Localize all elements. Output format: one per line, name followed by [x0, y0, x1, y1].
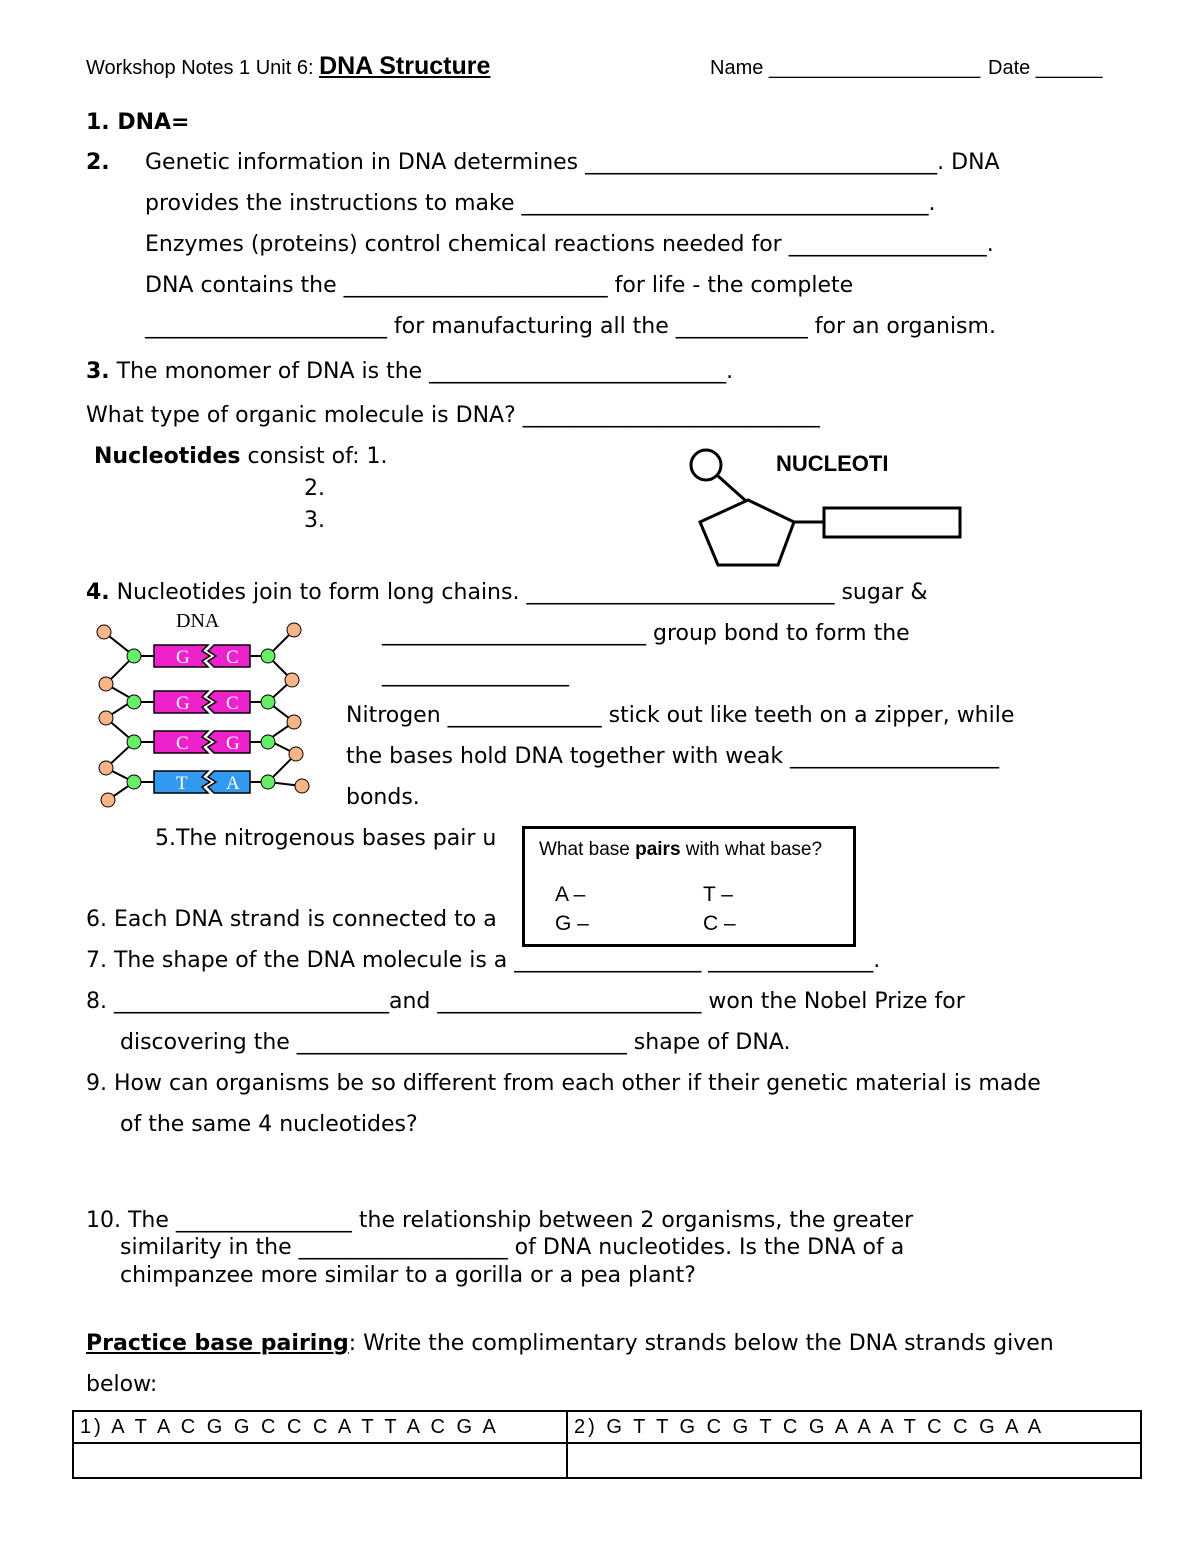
question-4	[86, 579, 928, 607]
question-1	[86, 109, 189, 137]
sugar-bead	[127, 775, 141, 789]
q10-line-2: similarity in the ___________________ of DNA nucleotides. Is the DNA of a	[120, 1235, 905, 1260]
base-letter: G	[176, 693, 190, 714]
base-letter: T	[176, 773, 188, 794]
phosphate-bead	[295, 779, 309, 793]
sugar-pentagon	[700, 500, 794, 565]
q4-line-6: bonds.	[346, 785, 420, 810]
page-title: DNA Structure	[319, 52, 491, 80]
q9-line-2: of the same 4 nucleotides?	[120, 1112, 418, 1137]
phosphate-bead	[97, 625, 111, 639]
q9-line-1: 9. How can organisms be so different from each other if their genetic material is made	[86, 1071, 1041, 1096]
phosphate-bead	[99, 761, 113, 775]
practice-heading: Practice base pairing	[86, 1331, 349, 1356]
prompt-bold: pairs	[635, 839, 681, 860]
q2-line-5: ______________________ for manufacturing all the ____________ for an organism.	[145, 314, 996, 339]
strand-2: 2) G T T G C G T C G A A A T C C G A A	[567, 1411, 1141, 1443]
base-rectangle	[824, 508, 960, 537]
table-row	[73, 1411, 1141, 1443]
base-pair-box	[522, 826, 856, 947]
sugar-bead	[261, 735, 275, 749]
practice-line-1: : Write the complimentary strands below the DNA strands given	[348, 1331, 1054, 1356]
base-pair-rung	[127, 691, 275, 714]
phosphate-bead	[285, 673, 299, 687]
q2-label: 2.	[86, 150, 110, 175]
q2-line-2: provides the instructions to make _____________________________________.	[145, 191, 936, 216]
q8-line-2: discovering the ______________________________ shape of DNA.	[120, 1030, 791, 1055]
question-6: 6. Each DNA strand is connected to a	[86, 907, 497, 932]
q2-line-3: Enzymes (proteins) control chemical reactions needed for __________________.	[145, 232, 994, 257]
q4-line-1: Nucleotides join to form long chains. ____________________________ sugar &	[109, 580, 928, 605]
sugar-bead	[261, 775, 275, 789]
base-letter: C	[226, 693, 239, 714]
sugar-bead	[127, 649, 141, 663]
phosphate-bead	[101, 793, 115, 807]
q4-label: 4.	[86, 580, 110, 605]
question-5: 5.The nitrogenous bases pair u	[155, 826, 497, 851]
pair-c[interactable]: C –	[703, 912, 736, 935]
question-2-number	[86, 149, 110, 177]
base-letter: G	[226, 733, 240, 754]
q3-line-2: What type of organic molecule is DNA? ___________________________	[86, 403, 820, 428]
phosphate-circle	[691, 450, 721, 480]
base-pair-prompt	[539, 839, 822, 861]
prompt-post: with what base?	[680, 839, 823, 860]
q10-line-1: 10. The ________________ the relationship between 2 organisms, the greater	[86, 1208, 914, 1233]
pair-t[interactable]: T –	[703, 883, 733, 906]
name-field[interactable]: Name ___________________	[710, 57, 981, 79]
question-7: 7. The shape of the DNA molecule is a _________________ _______________.	[86, 948, 881, 973]
phosphate-bead	[289, 747, 303, 761]
practice-line-2: below:	[86, 1372, 158, 1397]
q4-line-2: ________________________ group bond to form the	[382, 621, 910, 646]
nucleotides-term: Nucleotides	[94, 444, 241, 469]
strand-1: 1) A T A C G G C C C A T T A C G A	[73, 1411, 567, 1443]
base-pair-rung	[127, 771, 275, 794]
table-row	[73, 1443, 1141, 1478]
prompt-pre: What base	[539, 839, 636, 860]
base-letter: C	[176, 733, 189, 754]
q8-line-1: 8. _________________________and ________________________ won the Nobel Prize for	[86, 989, 965, 1014]
nucleotide-diagram	[680, 445, 980, 575]
base-pair-rung	[127, 731, 275, 754]
phosphate-bead	[99, 677, 113, 691]
q2-line-4: DNA contains the ________________________ for life - the complete	[145, 273, 854, 298]
practice-instructions	[86, 1330, 1054, 1358]
sugar-bead	[127, 695, 141, 709]
base-letter: G	[176, 647, 190, 668]
answer-cell-1[interactable]	[73, 1443, 567, 1478]
q3-label: 3.	[86, 359, 110, 384]
header-prefix: Workshop Notes 1 Unit 6:	[86, 57, 320, 79]
sugar-bead	[127, 735, 141, 749]
base-letter: A	[226, 773, 240, 794]
base-pair-rung	[127, 645, 275, 668]
answer-cell-2[interactable]	[567, 1443, 1141, 1478]
q2-line-1: Genetic information in DNA determines ________________________________. DNA	[145, 150, 1000, 175]
nucleotide-diagram-label: NUCLEOTI	[776, 451, 889, 476]
nucleotide-part-3: 3.	[304, 508, 325, 533]
q3-line-1: The monomer of DNA is the ___________________________.	[109, 359, 734, 384]
sugar-bead	[261, 695, 275, 709]
nucleotide-part-2: 2.	[304, 476, 325, 501]
base-pairing-table	[72, 1410, 1142, 1479]
nucleotides-rest: consist of: 1.	[240, 444, 388, 469]
pair-g[interactable]: G –	[555, 912, 589, 935]
question-3	[86, 358, 733, 386]
base-letter: C	[226, 647, 239, 668]
sugar-bead	[261, 649, 275, 663]
nucleotides-consist	[94, 443, 387, 471]
q4-line-3: _________________	[382, 662, 569, 687]
worksheet-header	[86, 52, 490, 82]
dna-diagram-label: DNA	[176, 610, 220, 632]
phosphate-bead	[287, 715, 301, 729]
phosphate-bead	[287, 623, 301, 637]
q1-label: 1. DNA=	[86, 110, 190, 135]
dna-ladder-diagram	[92, 606, 322, 810]
pair-a[interactable]: A –	[555, 883, 586, 906]
phosphate-bond	[718, 476, 746, 501]
phosphate-bead	[99, 711, 113, 725]
q4-line-4: Nitrogen ______________ stick out like teeth on a zipper, while	[346, 703, 1015, 728]
q4-line-5: the bases hold DNA together with weak ___________________	[346, 744, 1000, 769]
date-field[interactable]: Date ______	[988, 57, 1103, 79]
q10-line-3: chimpanzee more similar to a gorilla or a pea plant?	[120, 1263, 696, 1288]
